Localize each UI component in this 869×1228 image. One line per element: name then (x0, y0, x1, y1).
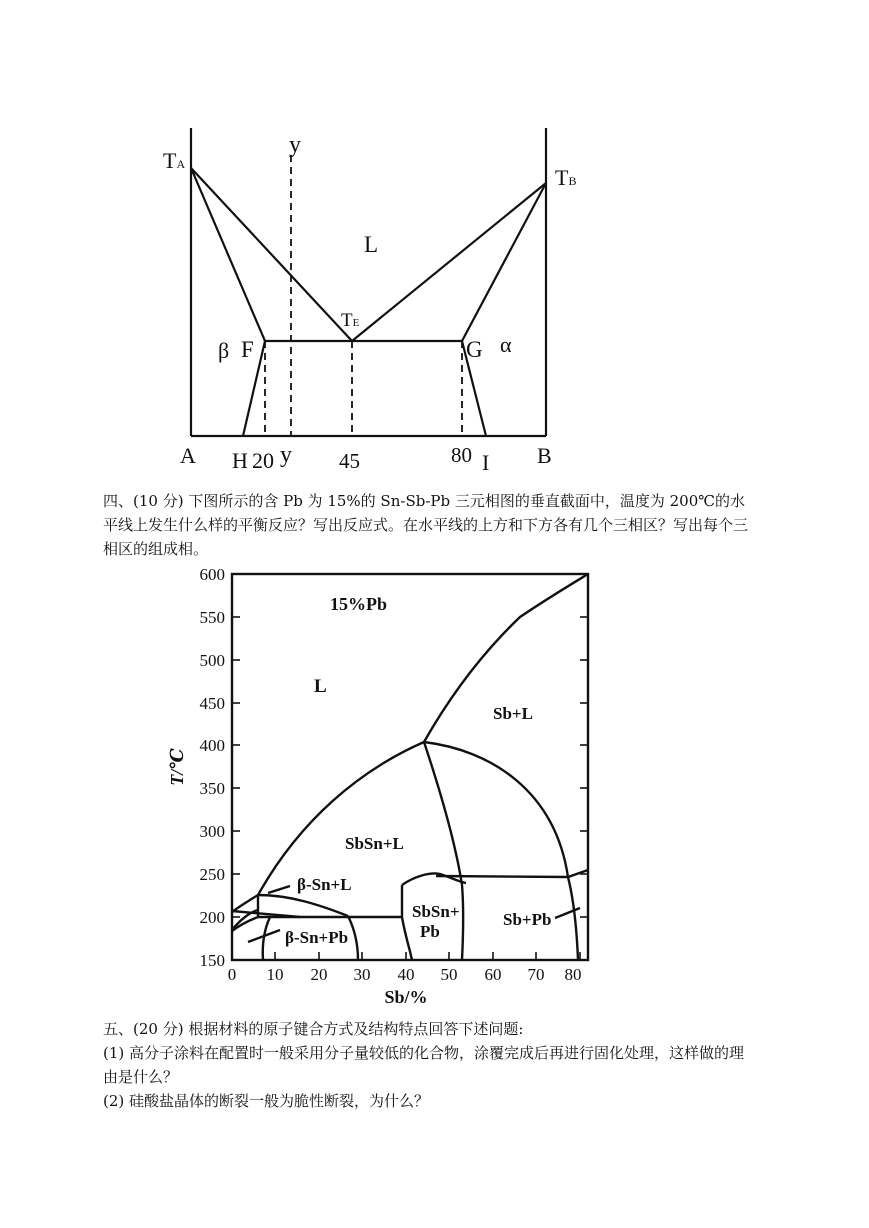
chart-title: 15%Pb (330, 594, 388, 614)
label-45: 45 (339, 449, 360, 473)
region-beta-sn-pb: β-Sn+Pb (285, 928, 349, 947)
liquidus-left (191, 168, 352, 341)
label-a: A (180, 443, 196, 468)
label-alpha: α (500, 332, 512, 357)
y-tick-label: 350 (199, 779, 225, 798)
label-tb: TB (555, 165, 577, 190)
y-tick-label: 450 (199, 694, 225, 713)
label-beta: β (218, 338, 230, 363)
y-tick-label: 300 (199, 822, 225, 841)
label-80: 80 (451, 443, 472, 467)
region-sbsn-l: SbSn+L (345, 834, 404, 853)
y-tick-labels (200, 565, 226, 970)
region-l: L (314, 676, 327, 697)
question-5-heading: 五、(20 分) 根据材料的原子键合方式及结构特点回答下述问题: (103, 1020, 524, 1038)
left-fan-top (232, 895, 258, 912)
y-tick-label: 150 (199, 951, 225, 970)
label-ta: TA (163, 148, 186, 173)
y-tick-label: 600 (199, 565, 225, 584)
label-g: G (466, 337, 483, 362)
y-tick-label: 500 (199, 651, 225, 670)
question-4-text: 四、(10 分) 下图所示的含 Pb 为 15%的 Sn-Sb-Pb 三元相图的垂直截面中，温度为 200℃的水平线上发生什么样的平衡反应？写出反应式。在水平线的上方和下方各有几个三相区？写出每个三相区的组成相。 (103, 492, 749, 558)
label-h: H (232, 448, 248, 473)
x-tick-label: 10 (266, 965, 284, 984)
liquidus-sbsn-curve (258, 742, 424, 895)
region-sb-l: Sb+L (493, 704, 533, 723)
region-beta-sn-l: β-Sn+L (297, 875, 352, 894)
beta-sn-l-arrow (268, 886, 290, 893)
x-tick-label: 40 (397, 965, 415, 984)
beta-sn-l-curve (258, 895, 348, 916)
question-5-item-2: (2) 硅酸盐晶体的断裂一般为脆性断裂，为什么？ (103, 1092, 430, 1110)
y-axis-label: T/℃ (167, 748, 187, 786)
x-tick-label: 0 (227, 965, 237, 984)
binary-phase-diagram (0, 0, 869, 480)
x-tick-marks (275, 952, 580, 960)
region-sb-pb: Sb+Pb (503, 910, 552, 929)
x-tick-labels (228, 965, 582, 984)
sbsn-pb-left (402, 885, 412, 960)
y-tick-marks (232, 617, 588, 917)
y-tick-label: 200 (199, 908, 225, 927)
label-f: F (241, 337, 254, 362)
ternary-section-diagram (0, 560, 869, 1010)
label-i: I (482, 450, 490, 475)
x-tick-label: 80 (564, 965, 582, 984)
x-tick-label: 30 (353, 965, 371, 984)
solidus-right (462, 183, 546, 341)
sb-pb-right (568, 877, 578, 960)
x-tick-label: 60 (484, 965, 502, 984)
plot-frame (232, 574, 588, 960)
y-tick-label: 400 (199, 736, 225, 755)
label-b: B (537, 443, 552, 468)
beta-sn-pb-right (348, 916, 358, 960)
x-tick-label: 20 (310, 965, 328, 984)
label-y-top: y (289, 132, 301, 158)
beta-sn-pb-curve (263, 917, 270, 960)
x-tick-label: 70 (527, 965, 545, 984)
x-tick-label: 50 (440, 965, 458, 984)
liquidus-right (352, 183, 546, 341)
label-l: L (364, 232, 379, 257)
label-20: 20 (252, 448, 274, 473)
question-5-item-1: (1) 高分子涂料在配置时一般采用分子量较低的化合物，涂覆完成后再进行固化处理，这样做的理由是什么？ (103, 1044, 745, 1086)
region-sbsn-pb-line1: SbSn+ (412, 902, 460, 921)
region-sbsn-pb-line2: Pb (420, 922, 440, 941)
x-axis-label: Sb/% (384, 987, 428, 1007)
solidus-left (191, 168, 265, 341)
sb-pb-arrow (555, 908, 580, 918)
label-te: TE (341, 310, 360, 331)
label-y-bottom: y (280, 442, 292, 468)
y-tick-label: 550 (199, 608, 225, 627)
y-tick-label: 250 (199, 865, 225, 884)
